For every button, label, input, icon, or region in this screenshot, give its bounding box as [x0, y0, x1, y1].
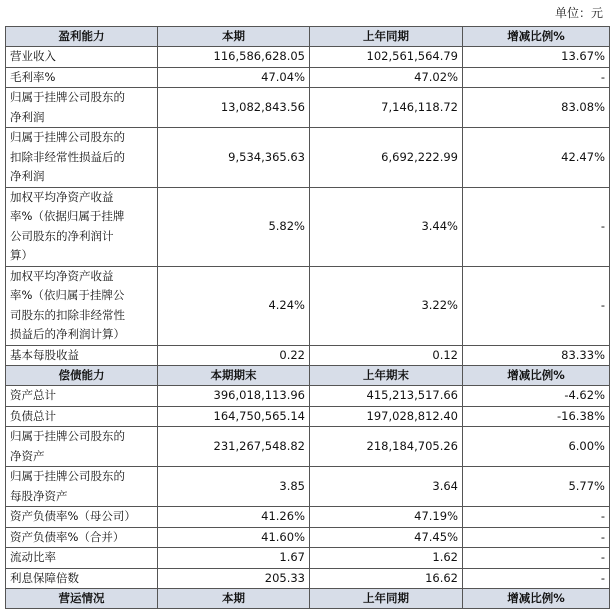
metric-label: 营业收入 [6, 47, 158, 68]
current-value: 231,267,548.82 [158, 427, 310, 467]
prior-period-header: 上年同期 [310, 589, 463, 609]
section-header-row [6, 366, 610, 386]
current-value: 13,082,843.56 [158, 88, 310, 128]
prior-value: 3.64 [310, 467, 463, 507]
section-title: 营运情况 [6, 589, 158, 609]
current-period-header: 本期 [158, 27, 310, 47]
current-value: 3.85 [158, 467, 310, 507]
current-value: 47.04% [158, 67, 310, 88]
table-row [6, 386, 610, 407]
metric-label: 利息保障倍数 [6, 568, 158, 589]
prior-value: 47.45% [310, 527, 463, 548]
change-ratio: 42.47% [463, 128, 610, 188]
current-value: 9,534,365.63 [158, 128, 310, 188]
table-row [6, 527, 610, 548]
metric-label: 基本每股收益 [6, 345, 158, 366]
change-ratio: 83.08% [463, 88, 610, 128]
prior-value: 102,561,564.79 [310, 47, 463, 68]
change-ratio: - [463, 568, 610, 589]
section-title: 盈利能力 [6, 27, 158, 47]
table-row [6, 187, 610, 266]
change-ratio: -16.38% [463, 406, 610, 427]
metric-label: 加权平均净资产收益 率%（依据归属于挂牌 公司股东的净利润计 算） [6, 187, 158, 266]
table-row [6, 266, 610, 345]
prior-value: 415,213,517.66 [310, 386, 463, 407]
section-header-row [6, 589, 610, 609]
section-header-row [6, 27, 610, 47]
change-ratio: - [463, 507, 610, 528]
change-ratio: 13.67% [463, 47, 610, 68]
metric-label: 归属于挂牌公司股东的 净资产 [6, 427, 158, 467]
prior-value: 47.02% [310, 67, 463, 88]
table-row [6, 345, 610, 366]
table-row [6, 548, 610, 569]
prior-period-header: 上年期末 [310, 366, 463, 386]
metric-label: 资产负债率%（合并） [6, 527, 158, 548]
current-value: 116,586,628.05 [158, 47, 310, 68]
prior-period-header: 上年同期 [310, 27, 463, 47]
metric-label: 资产总计 [6, 386, 158, 407]
prior-value: 6,692,222.99 [310, 128, 463, 188]
current-value: 41.26% [158, 507, 310, 528]
change-ratio: - [463, 67, 610, 88]
table-row [6, 47, 610, 68]
prior-value: 218,184,705.26 [310, 427, 463, 467]
table-row [6, 467, 610, 507]
current-value: 164,750,565.14 [158, 406, 310, 427]
metric-label: 资产负债率%（母公司） [6, 507, 158, 528]
table-row [6, 406, 610, 427]
financial-table-body [6, 27, 610, 609]
change-ratio-header: 增减比例% [463, 366, 610, 386]
table-row [6, 427, 610, 467]
current-value: 41.60% [158, 527, 310, 548]
current-value: 396,018,113.96 [158, 386, 310, 407]
prior-value: 1.62 [310, 548, 463, 569]
prior-value: 3.22% [310, 266, 463, 345]
change-ratio: - [463, 266, 610, 345]
metric-label: 毛利率% [6, 67, 158, 88]
current-value: 1.67 [158, 548, 310, 569]
financial-indicators-table [5, 26, 610, 609]
table-row [6, 128, 610, 188]
table-row [6, 88, 610, 128]
change-ratio-header: 增减比例% [463, 27, 610, 47]
unit-label: 单位：元 [554, 6, 603, 20]
section-title: 偿债能力 [6, 366, 158, 386]
prior-value: 197,028,812.40 [310, 406, 463, 427]
change-ratio-header: 增减比例% [463, 589, 610, 609]
current-value: 0.22 [158, 345, 310, 366]
change-ratio: 83.33% [463, 345, 610, 366]
metric-label: 归属于挂牌公司股东的 每股净资产 [6, 467, 158, 507]
change-ratio: - [463, 187, 610, 266]
metric-label: 负债总计 [6, 406, 158, 427]
change-ratio: - [463, 527, 610, 548]
current-value: 4.24% [158, 266, 310, 345]
current-value: 5.82% [158, 187, 310, 266]
metric-label: 归属于挂牌公司股东的 扣除非经常性损益后的 净利润 [6, 128, 158, 188]
metric-label: 加权平均净资产收益 率%（依归属于挂牌公 司股东的扣除非经常性 损益后的净利润计算） [6, 266, 158, 345]
current-period-header: 本期期末 [158, 366, 310, 386]
change-ratio: 6.00% [463, 427, 610, 467]
prior-value: 16.62 [310, 568, 463, 589]
current-value: 205.33 [158, 568, 310, 589]
table-row [6, 67, 610, 88]
current-period-header: 本期 [158, 589, 310, 609]
table-row [6, 568, 610, 589]
prior-value: 3.44% [310, 187, 463, 266]
prior-value: 0.12 [310, 345, 463, 366]
change-ratio: 5.77% [463, 467, 610, 507]
prior-value: 47.19% [310, 507, 463, 528]
table-row [6, 507, 610, 528]
prior-value: 7,146,118.72 [310, 88, 463, 128]
metric-label: 流动比率 [6, 548, 158, 569]
change-ratio: - [463, 548, 610, 569]
metric-label: 归属于挂牌公司股东的 净利润 [6, 88, 158, 128]
change-ratio: -4.62% [463, 386, 610, 407]
